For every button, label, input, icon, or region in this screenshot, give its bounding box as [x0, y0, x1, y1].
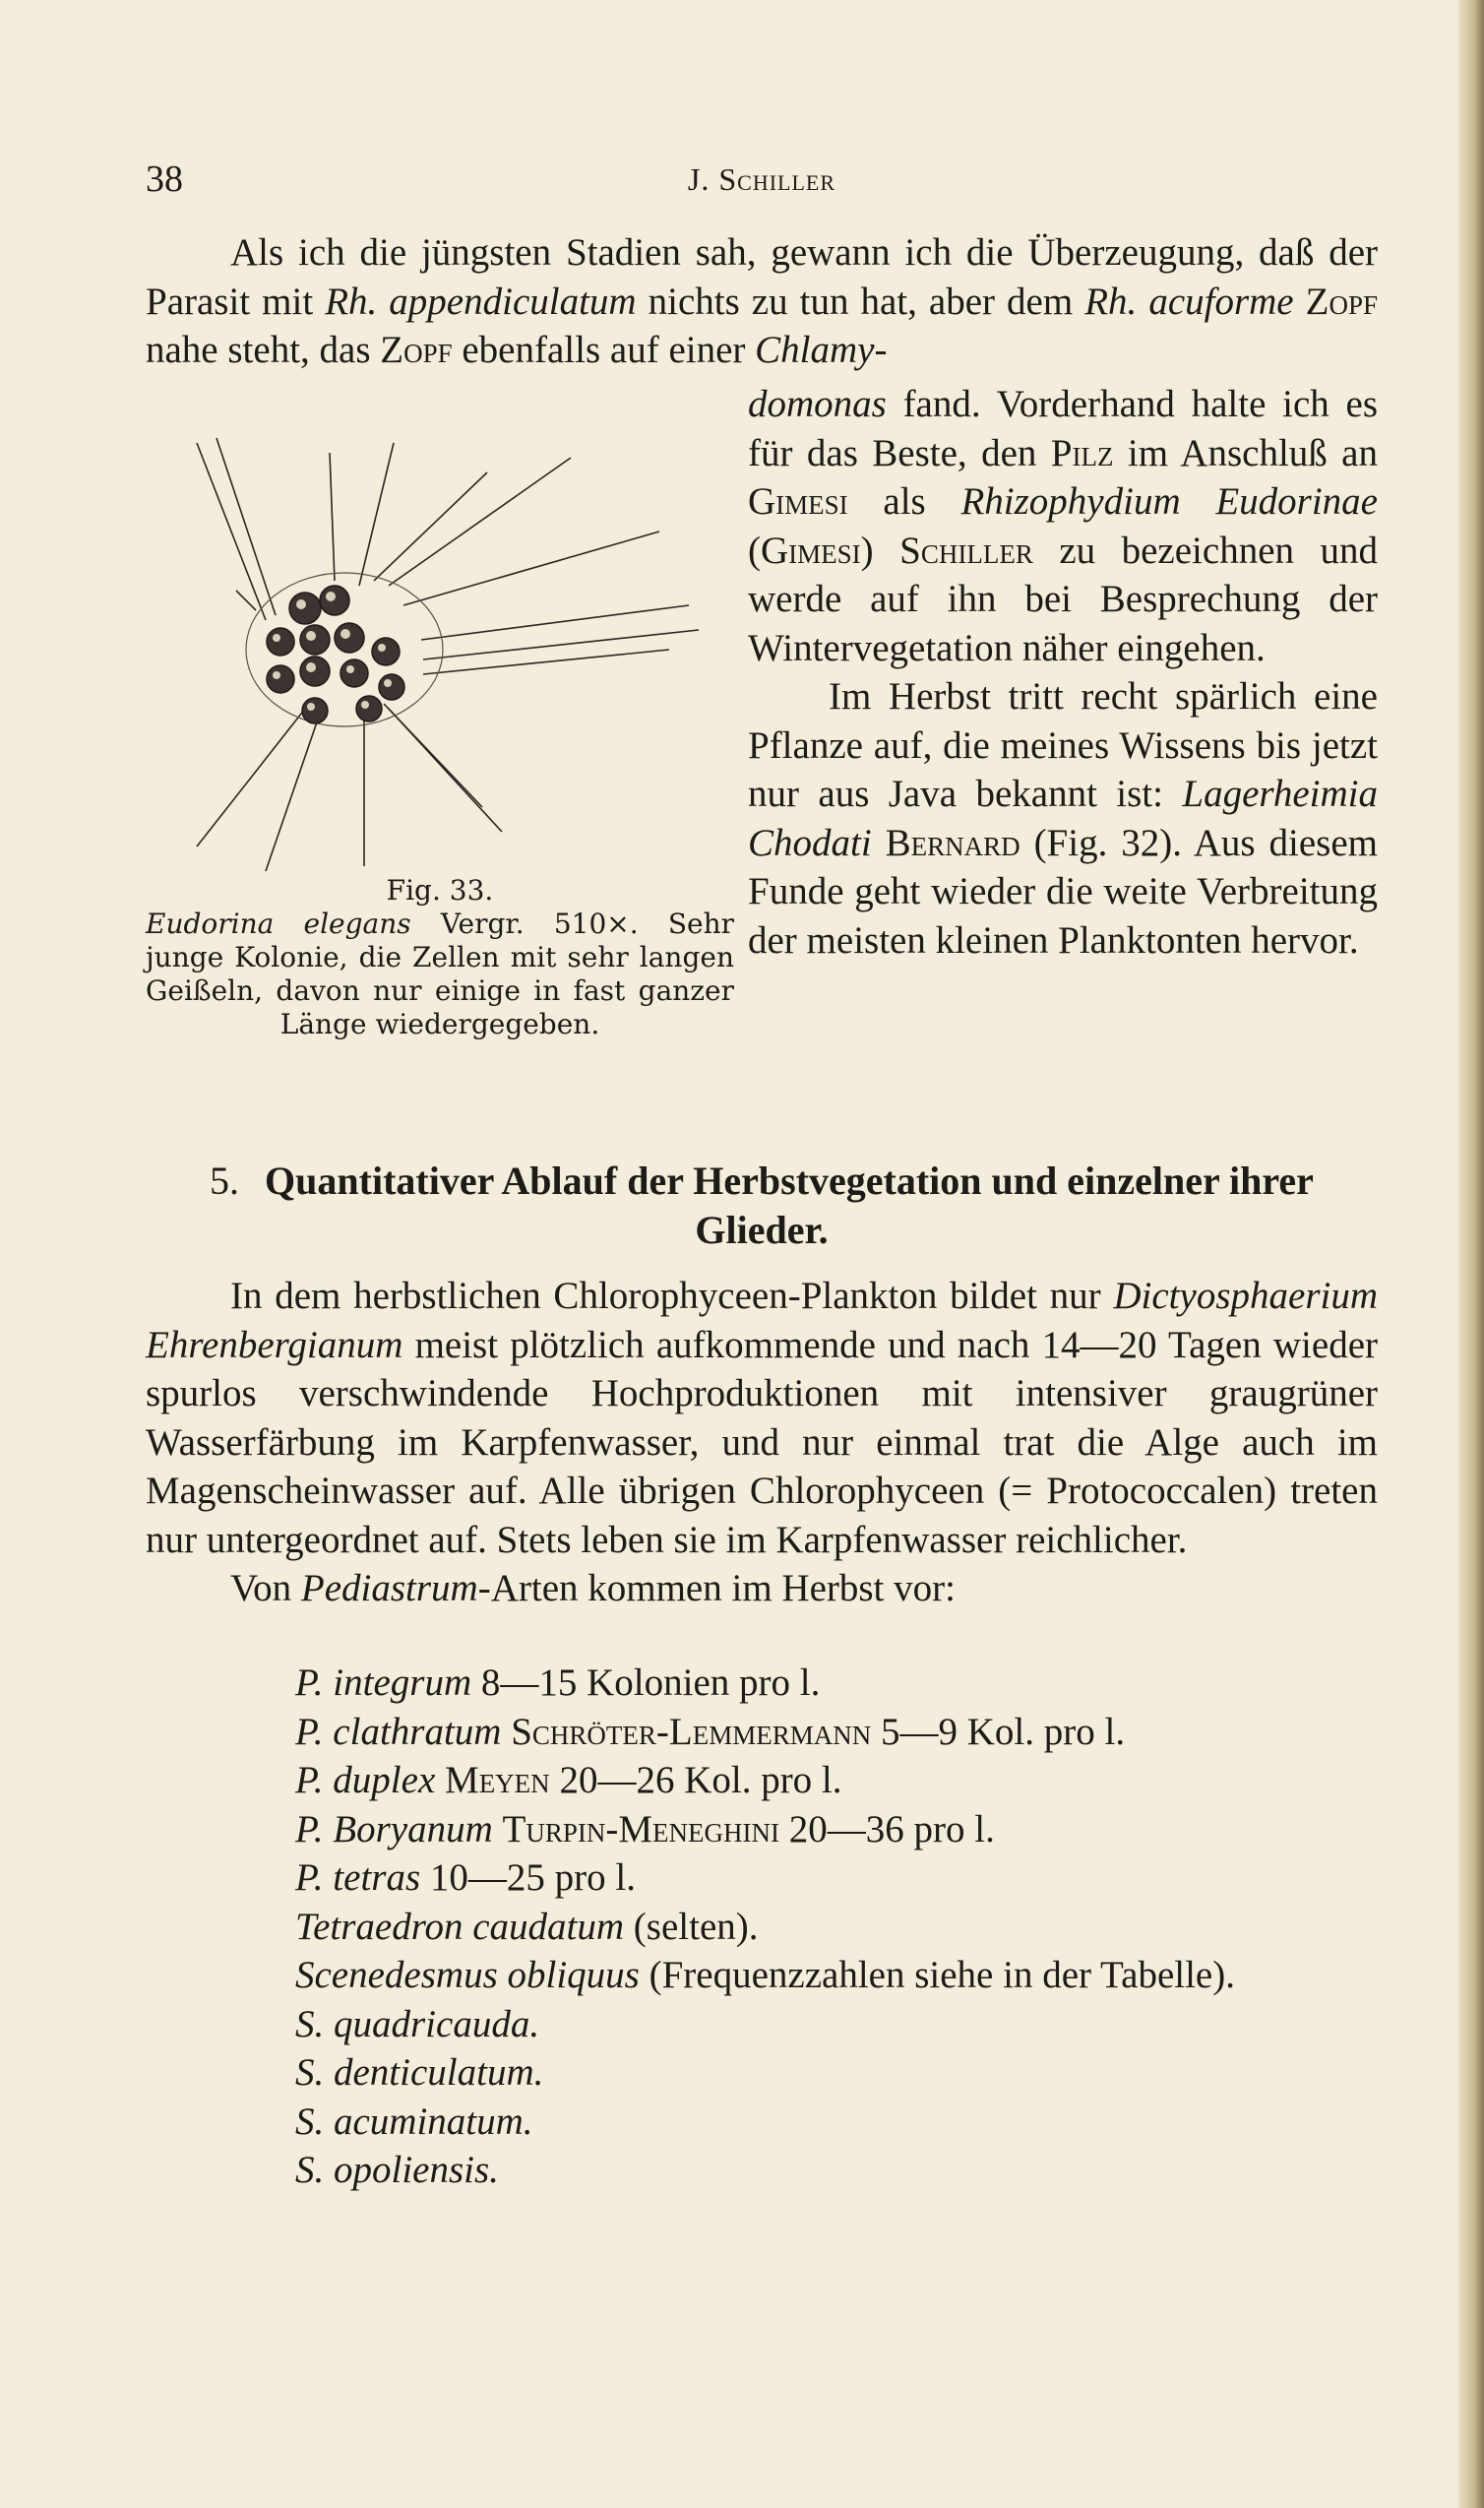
paragraph-intro: Als ich die jüngsten Stadien sah, gewann ich die Überzeugung, daß der Parasit mit Rh. appendiculatum nichts zu tun hat, aber dem Rh. acuforme Zopf nahe steht, das Zopf ebenfalls auf einer Chlamy- — [146, 231, 1379, 371]
list-item: Scenedesmus obliquus (Frequenzzahlen siehe in der Tabelle). — [295, 1954, 1235, 1996]
list-item: S. acuminatum. — [295, 2100, 533, 2143]
species-name: Rh. acuforme — [1084, 280, 1294, 323]
species-name: Rhizophydium Eudorinae — [960, 480, 1378, 523]
figure-caption: Fig. 33. Eudorina elegans Vergr. 510×. Sehr junge Kolonie, die Zellen mit sehr langen Geißeln, davon nur einige in fast ganzer Länge wiedergegeben. — [146, 874, 735, 1040]
species-name: Dictyosphaerium Ehrenbergianum — [146, 1275, 1378, 1366]
list-item: P. Boryanum Turpin-Meneghini 20—36 pro l. — [295, 1807, 995, 1850]
species-name: Lagerheimia Chodati — [748, 773, 1378, 864]
paragraph-lagerheimia: Im Herbst tritt recht spärlich eine Pflanze auf, die meines Wissens bis jetzt nur aus Java bekannt ist: Lagerheimia Chodati Bernard (Fig. 32). Aus diesem Funde geht wieder die weite Verbreitung der meisten kleinen Planktonten hervor. — [748, 675, 1378, 962]
page-header — [146, 157, 1378, 207]
species-name: Rh. appendiculatum — [325, 280, 637, 323]
list-item: S. quadricauda. — [295, 2002, 540, 2045]
list-item: Tetraedron caudatum (selten). — [295, 1905, 759, 1948]
species-name: Chlamy- — [755, 329, 888, 371]
list-item: P. duplex Meyen 20—26 Kol. pro l. — [295, 1759, 842, 1801]
section-heading — [146, 1157, 1378, 1255]
author-name: Zopf — [1305, 280, 1379, 323]
running-head: J. Schiller — [687, 161, 836, 197]
paragraph-chlorophyceen: In dem herbstlichen Chlorophyceen-Plankton bildet nur Dictyosphaerium Ehrenbergianum meist plötzlich aufkommende und nach 14—20 Tagen wieder spurlos verschwindende Hochproduktionen mit intensiver graugrüner Wasserfärbung im Karpfenwasser, und nur einmal trat die Alge auch im Magenscheinwasser auf. Alle übrigen Chlorophyceen (= Protococcalen) treten nur untergeordnet auf. Stets leben sie im Karpfenwasser reichlicher. Von Pediastrum-Arten kommen im Herbst vor: — [146, 1272, 1378, 1613]
list-item: P. tetras 10—25 pro l. — [295, 1856, 636, 1899]
figure-eudorina-illustration — [157, 413, 748, 886]
species-name: Pediastrum — [300, 1567, 478, 1609]
list-item: S. opoliensis. — [295, 2149, 499, 2191]
section-number: 5. — [210, 1159, 240, 1203]
figure-number: Fig. 33. — [386, 874, 494, 907]
eudorina-colony-drawing — [157, 413, 748, 886]
page-edge — [1458, 0, 1484, 2508]
list-item: P. integrum 8—15 Kolonien pro l. — [295, 1662, 821, 1704]
species-list — [295, 1659, 1378, 2195]
list-item: P. clathratum Schröter-Lemmermann 5—9 Kol. pro l. — [295, 1710, 1126, 1753]
text-column-beside-figure: domonas fand. Vorderhand halte ich es für das Beste, den Pilz im Anschluß an Gimesi als Rhizophydium Eudorinae (Gimesi) Schiller zu bezeichnen und werde auf ihn bei Besprechung der Wintervegetation näher eingehen. Im Herbst tritt recht spärlich eine Pflanze auf, die meines Wissens bis jetzt nur aus Java bekannt ist: Lagerheimia Chodati Bernard (Fig. 32). Aus diesem Funde geht wieder die weite Verbreitung der meisten kleinen Planktonten hervor. — [748, 380, 1378, 965]
section-title: Quantitativer Ablauf der Herbstvegetation und einzelner ihrer Glieder. — [265, 1159, 1314, 1252]
author-name: Zopf — [380, 329, 453, 371]
paragraph-pediastrum: Von Pediastrum-Arten kommen im Herbst vor: — [230, 1567, 956, 1609]
species-name: Eudorina elegans — [146, 908, 411, 940]
page-number: 38 — [146, 158, 183, 200]
list-item: S. denticulatum. — [295, 2051, 544, 2094]
species-name: domonas — [748, 383, 887, 425]
